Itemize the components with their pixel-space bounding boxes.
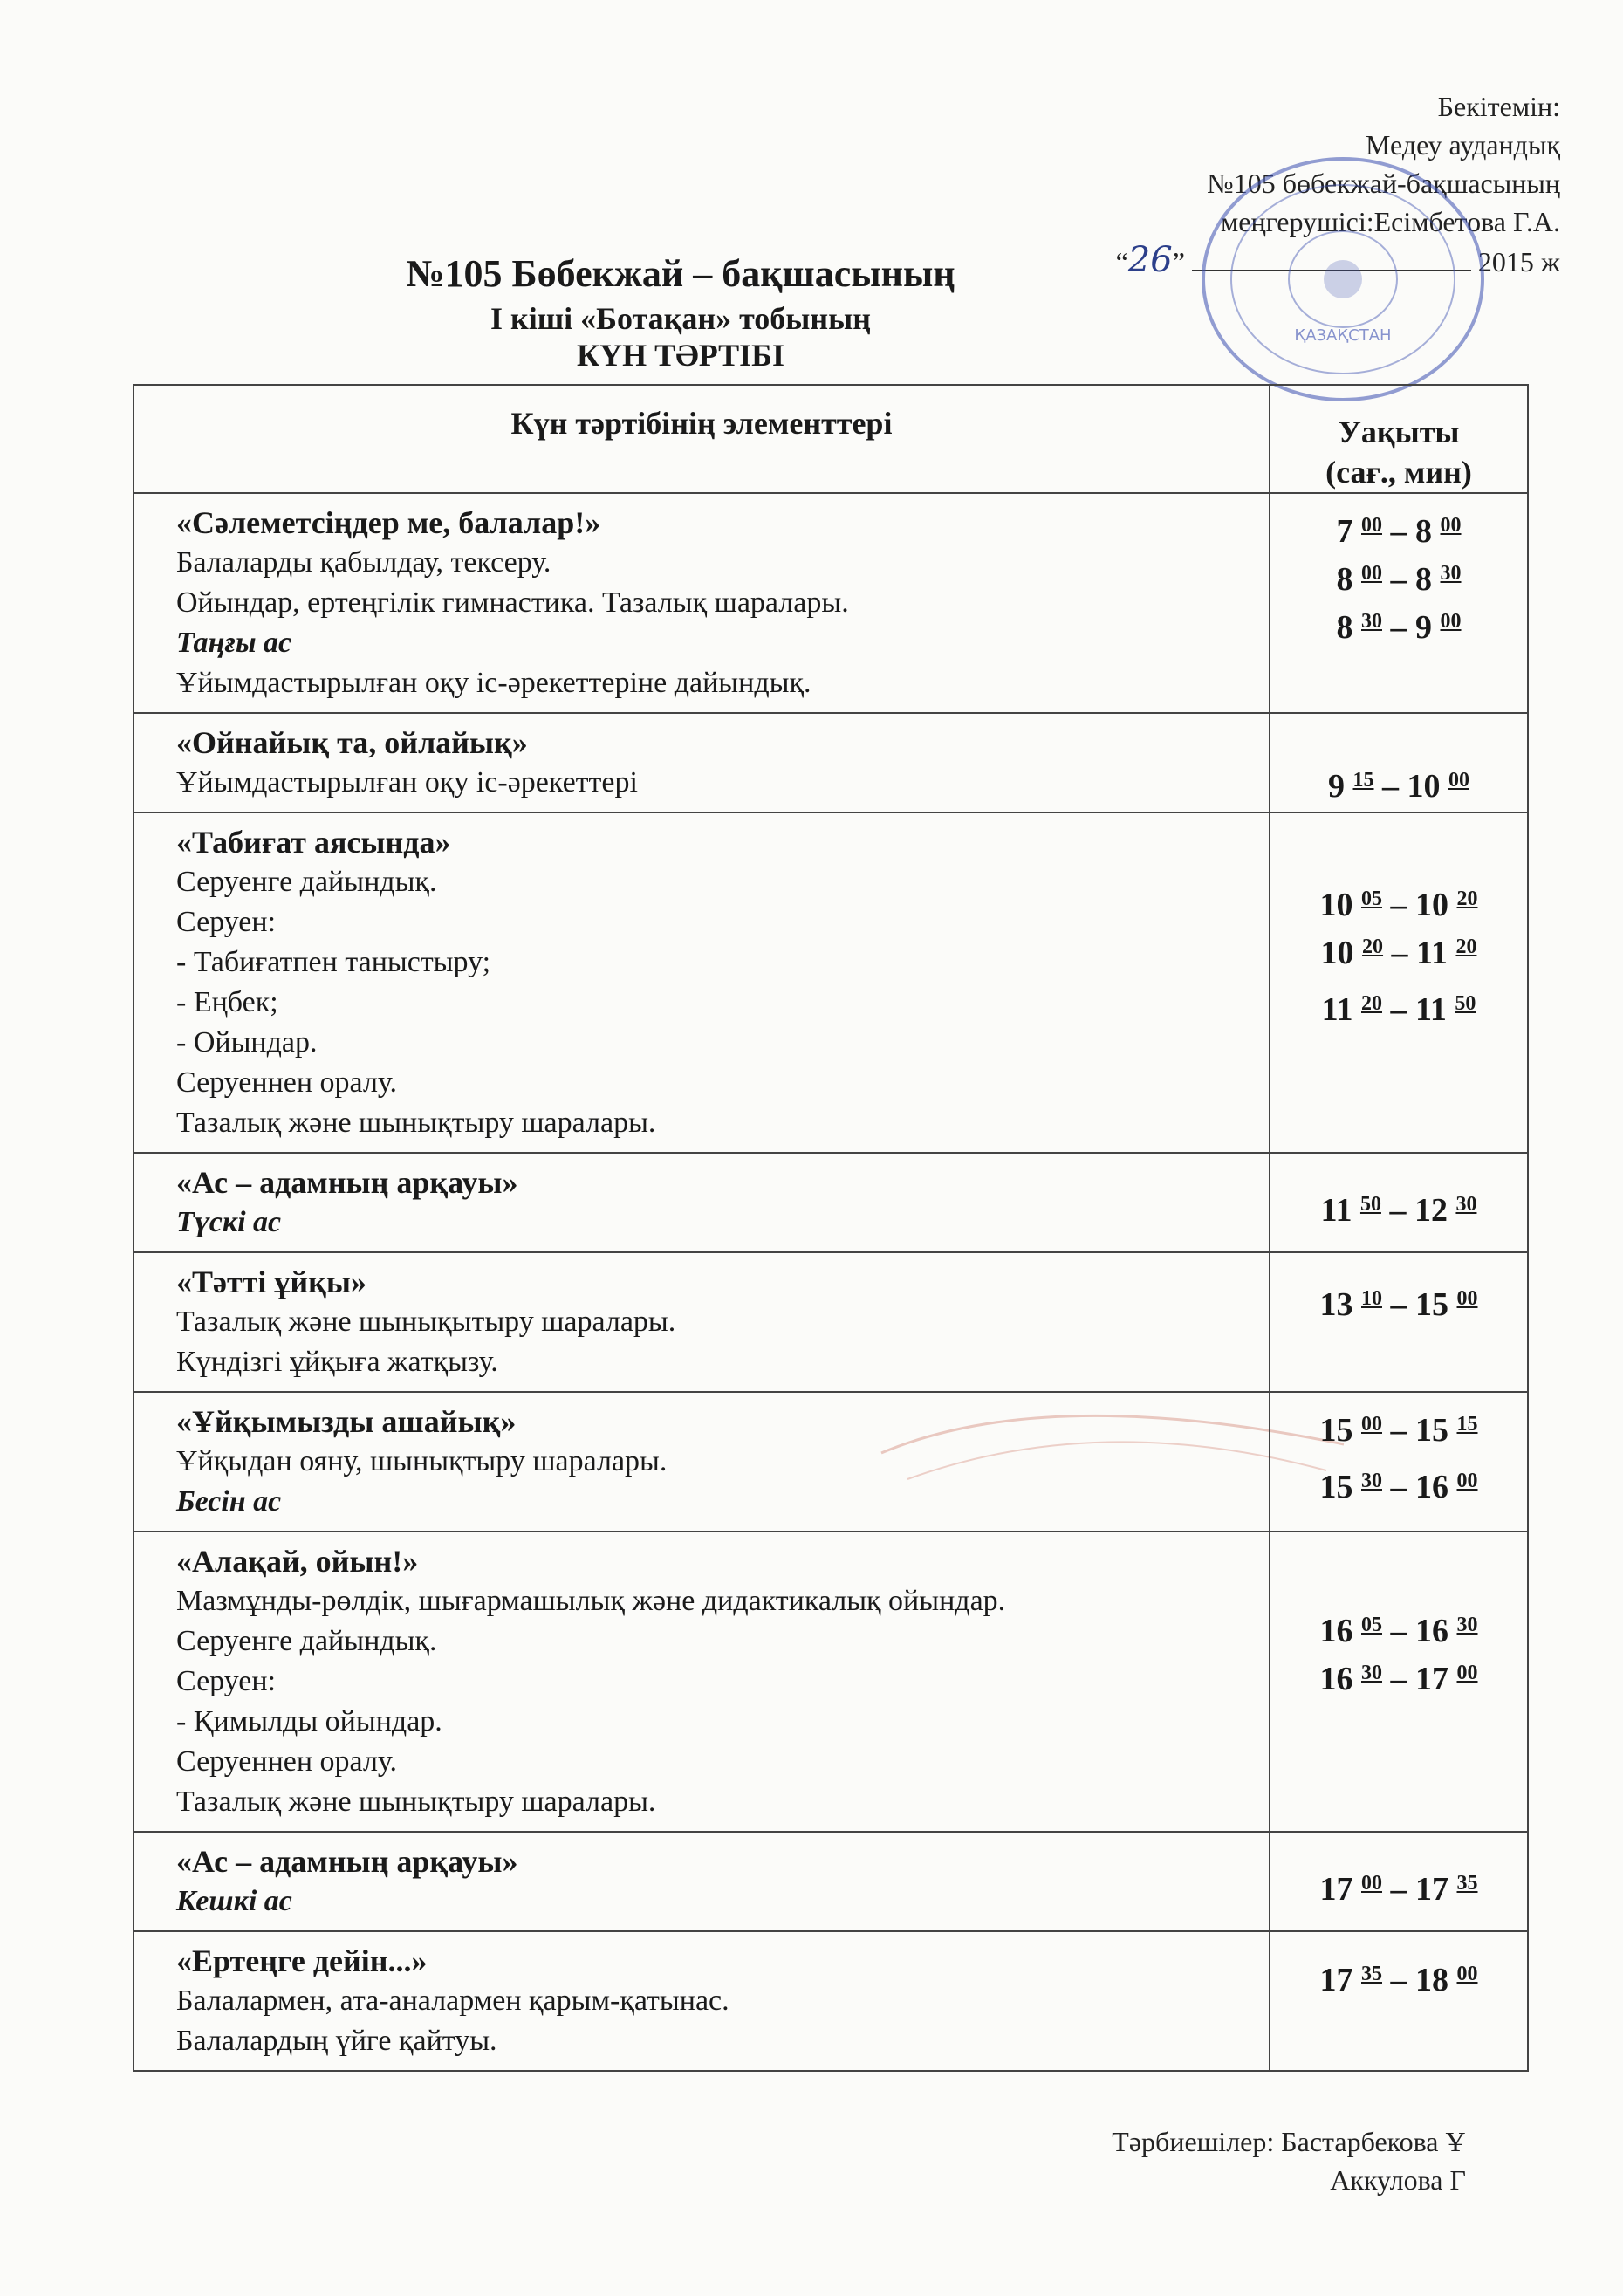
range-dash: – [1382,1613,1415,1649]
activity-line: - Табиғатпен таныстыру; [176,946,491,978]
time-range [1271,1652,1526,1700]
activity-line: - Ойындар. [176,1026,318,1059]
table-row [134,812,1528,1153]
start-hour: 17 [1319,1871,1353,1908]
activity-cell [134,1392,1270,1532]
time-range [1271,926,1526,974]
start-hour: 11 [1321,991,1353,1028]
column-header-time [1270,385,1528,493]
start-hour: 8 [1336,561,1353,598]
start-minute: 00 [1361,1872,1382,1895]
range-dash: – [1382,609,1415,646]
section-title: «Табиғат аясында» [176,825,451,860]
section-title: «Ертеңге дейін...» [176,1943,428,1978]
time-cell [1270,1832,1528,1931]
activity-cell [134,493,1270,713]
range-dash: – [1382,1286,1415,1323]
table-row [134,1153,1528,1252]
time-range [1271,600,1526,648]
range-dash: – [1382,1469,1415,1505]
start-minute: 20 [1361,992,1382,1015]
activity-line: Серуен: [176,906,277,938]
start-minute: 00 [1361,1413,1382,1436]
activity-line: Серуеннен оралу. [176,1066,398,1099]
activity-cell [134,1153,1270,1252]
activity-line: Серуенге дайындық. [176,1625,437,1657]
time-range [1271,1460,1526,1508]
end-hour: 12 [1414,1192,1448,1229]
range-dash: – [1382,1661,1415,1697]
end-hour: 8 [1415,513,1432,550]
end-hour: 16 [1415,1469,1448,1505]
start-minute: 50 [1359,1193,1381,1216]
start-hour: 11 [1320,1192,1352,1229]
activity-line: Күндізгі ұйқыға жатқызу. [176,1346,498,1378]
range-dash: – [1382,561,1415,598]
footer-second-teacher: Аккулова Г [1330,2164,1466,2196]
range-dash: – [1373,768,1407,805]
end-minute: 30 [1440,562,1462,585]
start-hour: 16 [1319,1613,1353,1649]
start-minute: 20 [1362,936,1384,958]
start-minute: 05 [1361,1614,1382,1636]
time-cell [1270,713,1528,812]
end-hour: 11 [1416,935,1448,971]
start-hour: 10 [1320,935,1354,971]
activity-line: Ұйымдастырылған оқу іс-әрекеттері [176,766,638,798]
start-minute: 35 [1361,1963,1382,1985]
approval-date-year: 2015 ж [1477,246,1560,278]
activity-cell [134,713,1270,812]
time-range [1271,504,1526,552]
start-minute: 30 [1361,1662,1382,1684]
range-dash: – [1380,1192,1414,1229]
seal-text: ҚАЗАҚСТАН [1294,326,1392,345]
page-subtitle: І кіші «Ботақан» тобының [490,301,871,336]
table-row [134,713,1528,812]
end-minute: 00 [1456,1287,1478,1310]
section-title: «Сәлеметсіңдер ме, балалар!» [176,505,601,540]
range-dash: – [1382,991,1415,1028]
end-hour: 15 [1415,1412,1448,1449]
end-hour: 18 [1415,1962,1448,1998]
end-minute: 00 [1456,1662,1478,1684]
time-range [1271,1403,1526,1451]
table-header-row [134,385,1528,493]
approval-line-4: меңгерушісі:Есімбетова Г.А. [1221,206,1560,237]
time-range [1271,759,1526,807]
start-minute: 30 [1361,610,1382,633]
time-range [1271,1953,1526,2001]
approval-date-day: 26 [1127,240,1173,280]
time-range [1271,1862,1526,1910]
end-hour: 15 [1415,1286,1448,1323]
activity-line: Серуен: [176,1665,277,1697]
end-hour: 16 [1415,1613,1448,1649]
end-minute: 15 [1456,1413,1478,1436]
activity-cell [134,1532,1270,1832]
end-minute: 30 [1455,1193,1477,1216]
time-cell [1270,1931,1528,2071]
time-range [1271,1604,1526,1652]
activity-line: Балаларды қабылдау, тексеру. [176,546,551,579]
range-dash: – [1382,1871,1415,1908]
time-range [1271,878,1526,926]
time-range [1271,983,1526,1031]
meal-label: Таңғы ас [176,627,292,659]
section-title: «Ас – адамның арқауы» [176,1844,518,1879]
approval-line-1: Бекітемін: [1437,91,1560,122]
start-hour: 10 [1319,887,1353,923]
time-cell [1270,493,1528,713]
start-minute: 15 [1352,769,1374,792]
start-hour: 8 [1336,609,1353,646]
page-title: №105 Бөбекжай – бақшасының [406,252,955,295]
start-hour: 16 [1319,1661,1353,1697]
activity-line: Серуеннен оралу. [176,1745,398,1778]
start-minute: 10 [1361,1287,1382,1310]
activity-line: - Қимылды ойындар. [176,1705,442,1737]
start-hour: 15 [1319,1412,1353,1449]
column-header-time-line2: (сағ., мин) [1325,455,1472,490]
time-cell [1270,1252,1528,1392]
time-range [1271,552,1526,600]
meal-label: Түскі ас [176,1206,282,1238]
end-hour: 10 [1415,887,1448,923]
start-hour: 17 [1319,1962,1353,1998]
end-hour: 17 [1415,1661,1448,1697]
section-title: «Ас – адамның арқауы» [176,1165,518,1200]
activity-line: Балалармен, ата-аналармен қарым-қатынас. [176,1984,729,2017]
start-hour: 9 [1328,768,1345,805]
end-hour: 8 [1415,561,1432,598]
section-title: «Алақай, ойын!» [176,1544,419,1579]
end-minute: 00 [1456,1963,1478,1985]
page-heading: КҮН ТӘРТІБІ [577,338,784,373]
section-title: «Тәтті ұйқы» [176,1265,366,1299]
approval-date: “26” 2015 ж [1115,240,1560,280]
end-minute: 50 [1455,992,1476,1015]
end-minute: 00 [1456,1470,1478,1492]
activity-line: Мазмұнды-рөлдік, шығармашылық және дидактикалық ойындар. [176,1585,1006,1617]
start-hour: 13 [1319,1286,1353,1323]
footer-teachers-line: Тәрбиешілер: Бастарбекова Ұ [1112,2126,1466,2157]
start-minute: 00 [1361,514,1382,537]
section-title: «Ойнайық та, ойлайық» [176,725,528,760]
approval-line-2: Медеу аудандық [1366,129,1560,161]
end-hour: 10 [1407,768,1441,805]
activity-line: Ұйымдастырылған оқу іс-әрекеттеріне дайындық. [176,667,812,699]
time-range [1271,1278,1526,1326]
column-header-time-line1: Уақыты [1338,415,1460,449]
time-cell [1270,1532,1528,1832]
range-dash: – [1382,887,1415,923]
activity-line: Ұйқыдан ояну, шынықтыру шаралары. [176,1445,668,1477]
table-row [134,493,1528,713]
end-hour: 9 [1415,609,1432,646]
end-minute: 30 [1456,1614,1478,1636]
end-minute: 35 [1456,1872,1478,1895]
end-minute: 00 [1440,514,1462,537]
activity-cell [134,1931,1270,2071]
activity-line: Ойындар, ертеңгілік гимнастика. Тазалық шаралары. [176,586,849,619]
column-header-elements: Күн тәртібінің элементтері [134,385,1270,493]
activity-line: Тазалық және шынықтыру шаралары. [176,1785,656,1818]
activity-line: - Еңбек; [176,986,278,1018]
end-hour: 11 [1415,991,1447,1028]
range-dash: – [1382,1412,1415,1449]
table-row [134,1392,1528,1532]
range-dash: – [1382,513,1415,550]
end-hour: 17 [1415,1871,1448,1908]
end-minute: 20 [1456,888,1478,910]
section-title: «Ұйқымызды ашайық» [176,1404,517,1439]
activity-line: Балалардың үйге қайтуы. [176,2025,497,2057]
activity-line: Тазалық және шынықтыру шаралары. [176,1107,656,1139]
start-hour: 15 [1319,1469,1353,1505]
activity-cell [134,812,1270,1153]
start-minute: 00 [1361,562,1382,585]
time-range [1271,1183,1526,1231]
time-cell [1270,812,1528,1153]
end-minute: 20 [1455,936,1477,958]
footer-signatures [1112,2122,1466,2199]
range-dash: – [1383,935,1417,971]
time-cell [1270,1153,1528,1252]
table-row [134,1532,1528,1832]
time-cell [1270,1392,1528,1532]
table-row [134,1832,1528,1931]
activity-cell [134,1832,1270,1931]
table-row [134,1252,1528,1392]
activity-line: Серуенге дайындық. [176,866,437,898]
start-hour: 7 [1336,513,1353,550]
start-minute: 05 [1361,888,1382,910]
range-dash: – [1382,1962,1415,1998]
end-minute: 00 [1448,769,1469,792]
schedule-table [133,384,1529,2072]
meal-label: Кешкі ас [176,1885,292,1917]
end-minute: 00 [1440,610,1462,633]
activity-cell [134,1252,1270,1392]
approval-line-3: №105 бөбекжай-бақшасының [1207,168,1560,199]
schedule-body [134,493,1528,2071]
table-row [134,1931,1528,2071]
meal-label: Бесін ас [176,1485,282,1518]
title-block [0,249,1361,373]
start-minute: 30 [1361,1470,1382,1492]
activity-line: Тазалық және шынықытыру шаралары. [176,1306,676,1338]
